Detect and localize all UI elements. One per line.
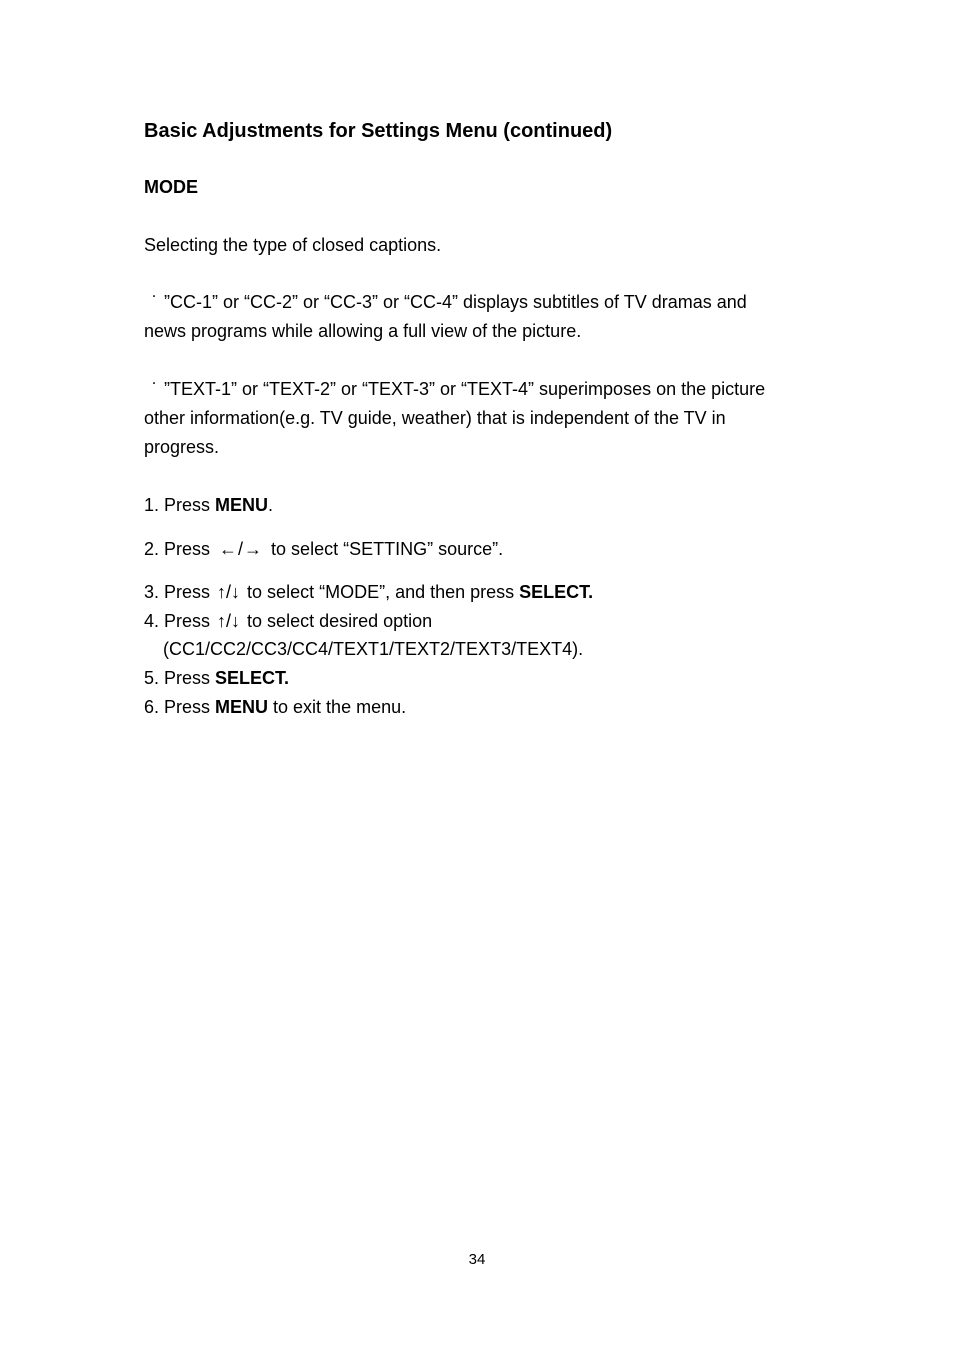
up-down-arrow-icon: ↑/↓	[217, 611, 241, 631]
step-3-prefix: 3. Press	[144, 582, 216, 602]
step-3-middle: to select “MODE”, and then press	[242, 582, 520, 602]
bullet-dot-icon: ・	[149, 379, 159, 390]
step-2-suffix: to select “SETTING” source”.	[271, 539, 504, 559]
step-1	[144, 494, 273, 516]
bullet-text-line-1	[144, 378, 765, 400]
up-down-arrow-icon: ↑/↓	[217, 582, 241, 602]
step-1-suffix: .	[268, 495, 274, 515]
step-1-prefix: 1. Press	[144, 495, 216, 515]
bullet-text-line-2: other information(e.g. TV guide, weather) that is independent of the TV in	[144, 408, 726, 428]
bullet-cc-text-1: ”CC-1” or “CC-2” or “CC-3” or “CC-4” displays subtitles of TV dramas and	[164, 292, 747, 312]
step-6	[144, 696, 406, 718]
step-1-menu-key: MENU	[215, 495, 269, 515]
step-5-prefix: 5. Press	[144, 668, 216, 688]
bullet-cc-line-2: news programs while allowing a full view of the picture.	[144, 321, 582, 341]
bullet-text-line-3: progress.	[144, 437, 220, 457]
step-6-suffix: to exit the menu.	[268, 697, 407, 717]
step-5-select-key: SELECT.	[215, 668, 290, 688]
step-4	[144, 610, 432, 632]
bullet-text-text-1: ”TEXT-1” or “TEXT-2” or “TEXT-3” or “TEXT-4” superimposes on the picture	[164, 379, 766, 399]
page-number: 34	[468, 1251, 486, 1268]
bullet-cc-line-1	[144, 291, 747, 313]
section-title-mode: MODE	[144, 177, 198, 197]
step-2	[144, 538, 503, 560]
step-6-prefix: 6. Press	[144, 697, 216, 717]
step-5	[144, 667, 289, 689]
step-2-prefix: 2. Press	[144, 539, 216, 559]
step-4-options: (CC1/CC2/CC3/CC4/TEXT1/TEXT2/TEXT3/TEXT4).	[163, 639, 584, 659]
page-heading: Basic Adjustments for Settings Menu (continued)	[144, 120, 613, 142]
step-6-menu-key: MENU	[215, 697, 269, 717]
step-4-middle: to select desired option	[242, 611, 433, 631]
left-right-arrow-icon: ←/→	[219, 539, 264, 559]
step-4-prefix: 4. Press	[144, 611, 216, 631]
step-3-select-key: SELECT.	[519, 582, 594, 602]
bullet-dot-icon: ・	[149, 292, 159, 303]
intro-text: Selecting the type of closed captions.	[144, 235, 442, 255]
step-3	[144, 581, 593, 603]
